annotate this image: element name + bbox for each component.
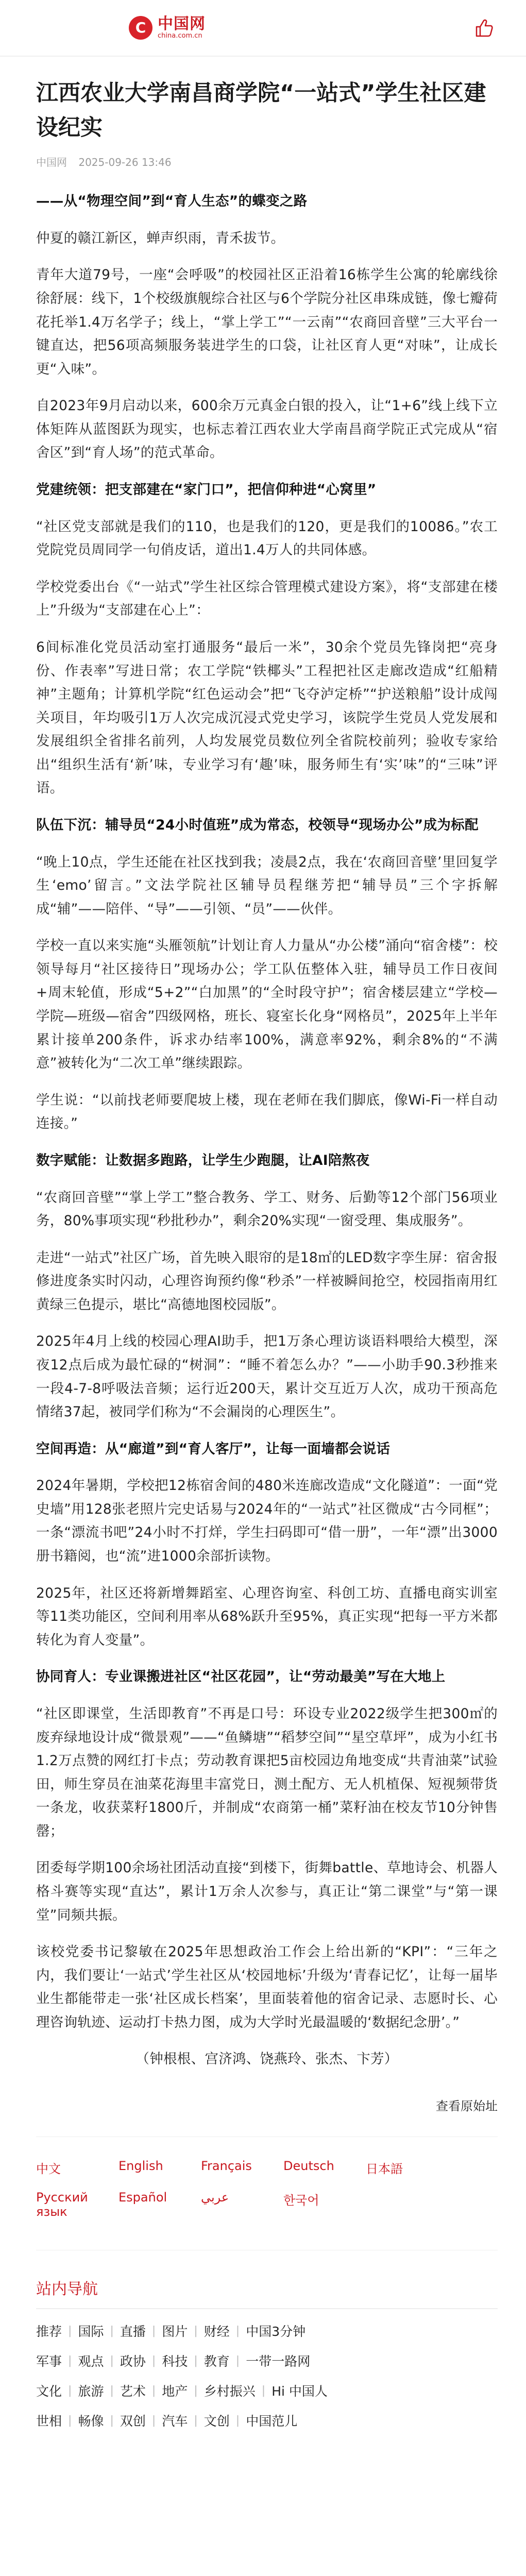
nav-link[interactable]: 乡村振兴 [203,2384,256,2399]
section-heading: 空间再造：从“廊道”到“育人客厅”，让每一面墙都会说话 [36,1440,391,1457]
nav-link[interactable]: 军事 [36,2354,62,2369]
nav-separator: | [110,2414,114,2427]
nav-row [36,2351,498,2370]
site-header [0,0,526,57]
article-body [36,190,498,2071]
more-row [36,2096,498,2114]
nav-link[interactable]: 教育 [203,2354,230,2369]
nav-row [36,2321,498,2340]
section-heading: ——从“物理空间”到“育人生态”的蝶变之路 [36,193,308,210]
nav-separator: | [151,2354,156,2367]
nav-link[interactable]: 推荐 [36,2324,62,2340]
nav-separator: | [110,2354,114,2367]
nav-separator: | [151,2324,156,2337]
article-paragraph: 该校党委书记黎敏在2025年思想政治工作会上给出新的“KPI”：“三年之内，我们要让‘一站式’学生社区从‘校园地标’升级为‘青春记忆’，让每一届毕业生都能带走一张‘社区成长档案’，里面装着他的宿舍记录、志愿时长、心理咨询轨迹、运动打卡热力图，成为大学时光最温暖的‘数据纪念册’。” [36,1944,498,2030]
article-paragraph: 团委每学期100余场社团活动直接“到楼下，街舞battle、草地诗会、机器人格斗赛等实现“直达”，累计1万余人次参与，真正让“第二课堂”与“第一课堂”同频共振。 [36,1860,498,1923]
article-paragraph: 2025年4月上线的校园心理AI助手，把1万条心理访谈语料喂给大模型，深夜12点后成为最忙碌的“树洞”：“睡不着怎么办？”——小助手90.3秒推来一段4-7-8呼吸法音频；运行近200天，累计交互近万人次，成功干预高危情绪37起，被同学们称为“不会漏岗的心理医生”。 [36,1333,498,1420]
nav-link[interactable]: 旅游 [78,2384,104,2399]
nav-link[interactable]: 世相 [36,2414,62,2429]
nav-link[interactable]: Hi 中国人 [272,2384,328,2399]
nav-separator: | [151,2414,156,2427]
view-original-link[interactable]: 查看原始址 [436,2099,498,2114]
language-link[interactable]: Русский язык [36,2190,88,2219]
nav-separator: | [235,2324,240,2337]
nav-link[interactable]: 图片 [162,2324,188,2340]
logo-text [158,15,206,40]
nav-divider [36,2308,498,2309]
article-source: 中国网 [36,156,67,169]
section-heading: 数字赋能：让数据多跑路，让学生少跑腿，让AI陪熬夜 [36,1152,370,1168]
like-icon[interactable] [472,16,495,39]
article-paragraph: 学生说：“以前找老师要爬坡上楼，现在老师在我们脚底，像Wi-Fi一样自动连接。” [36,1092,498,1132]
article [0,76,526,2114]
nav-link[interactable]: 观点 [78,2354,104,2369]
nav-separator: | [194,2324,198,2337]
language-link[interactable]: 中文 [36,2162,61,2177]
article-paragraph: 仲夏的赣江新区，蝉声织雨，青禾拔节。 [36,230,285,246]
nav-link[interactable]: 直播 [120,2324,146,2340]
article-paragraph: “农商回音壁”“掌上学工”整合教务、学工、财务、后勤等12个部门56项业务，80%事项实现“秒批秒办”，剩余20%实现“一窗受理、集成服务”。 [36,1189,498,1229]
nav-separator: | [194,2414,198,2427]
article-meta [36,154,498,169]
logo-name-cn: 中国网 [158,15,206,33]
article-paragraph: 青年大道79号，一座“会呼吸”的校园社区正沿着16栋学生公寓的轮廓线徐徐舒展：线下，1个校级旗舰综合社区与6个学院分社区串珠成链，像七瓣荷花托举1.4万名学子；线上，“掌上学工”“一云南”“农商回音壁”三大平台一键直达，把56项高频服务装进学生的口袋，让社区育人更“对味”，让成长更“入味”。 [36,267,498,377]
nav-separator: | [261,2384,266,2397]
article-paragraph: （钟根根、宫济鸿、饶燕玲、张杰、卞芳） [135,2051,398,2067]
nav-separator: | [110,2324,114,2337]
language-link[interactable]: Français [201,2159,252,2174]
nav-separator: | [235,2354,240,2367]
nav-grid [36,2321,498,2441]
nav-separator: | [68,2324,72,2337]
nav-link[interactable]: 地产 [162,2384,188,2399]
logo-mark-icon: C [129,16,152,40]
article-paragraph: 2025年，社区还将新增舞蹈室、心理咨询室、科创工坊、直播电商实训室等11类功能区，空间利用率从68%跃升至95%，真正实现“把每一平方米都转化为育人变量”。 [36,1585,498,1648]
article-paragraph: 学校一直以来实施“头雁领航”计划让育人力量从“办公楼”涌向“宿舍楼”：校领导每月“社区接待日”现场办公；学工队伍整体入驻，辅导员工作日夜间+周末轮值，形成“5+2”“白加黑”的“全时段守护”；宿舍楼层建立“学校—学院—班级—宿舍”四级网格，班长、寝室长化身“网格员”，2025年上半年累计接单200条件，诉求办结率100%，满意率92%，剩余8%的“不满意”被转化为“二次工单”继续跟踪。 [36,938,498,1072]
nav-separator: | [151,2384,156,2397]
language-link[interactable]: 한국어 [283,2193,319,2208]
section-heading: 协同育人：专业课搬进社区“社区花园”，让“劳动最美”写在大地上 [36,1669,446,1685]
article-paragraph: 2024年暑期，学校把12栋宿舍间的480米连廊改造成“文化隧道”：一面“党史墙”用128张老照片完史话易与2024年的“一站式”社区微成“古今同框”；一条“漂流书吧”24小时不打烊，学生扫码即可“借一册”，一年“漂”出3000册书籍阅，也“流”进1000余部折读物。 [36,1478,498,1565]
nav-link[interactable]: 文创 [203,2414,230,2429]
nav-link[interactable]: 中国3分钟 [246,2324,306,2340]
article-paragraph: 自2023年9月启动以来，600余万元真金白银的投入，让“1+6”线上线下立体矩阵从蓝图跃为现实，也标志着江西农业大学南昌商学院正式完成从“宿舍区”到“育人场”的范式革命。 [36,398,498,461]
language-switcher [36,2137,498,2250]
nav-separator: | [194,2384,198,2397]
site-navigation [36,2276,498,2441]
site-logo[interactable] [129,15,206,40]
article-paragraph: 学校党委出台《“一站式”学生社区综合管理模式建设方案》，将“支部建在楼上”升级为“支部建在心上”： [36,579,498,619]
nav-link[interactable]: 一带一路网 [246,2354,311,2369]
nav-separator: | [68,2354,72,2367]
nav-link[interactable]: 科技 [162,2354,188,2369]
nav-separator: | [194,2354,198,2367]
article-paragraph: “社区即课堂，生活即教育”不再是口号：环设专业2022级学生把300㎡的废弃绿地设计成“微景观”——“鱼鳞塘”“稻梦空间”“星空草坪”，成为小红书1.2万点赞的网红打卡点；劳动教育课把5亩校园边角地变成“共青油菜”试验田，师生穿员在油菜花海里丰富党日，测土配方、无人机植保、短视频带货一条龙，收获菜籽1800斤，并制成“农商第一桶”菜籽油在校友节10分钟售罄； [36,1705,498,1839]
article-paragraph: 6间标准化党员活动室打通服务“最后一米”，30余个党员先锋岗把“亮身份、作表率”写进日常；农工学院“铁椰头”工程把社区走廊改造成“红船精神”主题角；计算机学院“红色运动会”把“飞夺泸定桥”“护送粮船”设计成闯关项目，年均吸引1万人次完成沉浸式党史学习，该院学生党员人党发展和发展组织全省排名前列，人均发展党员数位列全省院校前列；验收专家给出“组织生活有‘新’味，专业学习有‘趣’味，服务师生有‘实’味”的“三味”评语。 [36,639,498,796]
nav-row [36,2411,498,2430]
nav-link[interactable]: 畅像 [78,2414,104,2429]
article-paragraph: “晚上10点，学生还能在社区找到我；凌晨2点，我在‘农商回音壁’里回复学生‘emo’留言。”文法学院社区辅导员程继芳把“辅导员”三个字拆解成“辅”——陪伴、“导”——引领、“员”——伙伴。 [36,854,498,917]
nav-link[interactable]: 国际 [78,2324,104,2340]
section-heading: 党建统领：把支部建在“家门口”，把信仰种进“心窝里” [36,482,377,498]
nav-separator: | [110,2384,114,2397]
nav-link[interactable]: 财经 [203,2324,230,2340]
nav-title: 站内导航 [36,2280,98,2299]
nav-link[interactable]: 中国范儿 [246,2414,298,2429]
language-link[interactable]: عربي [201,2190,229,2205]
nav-row [36,2381,498,2400]
nav-link[interactable]: 汽车 [162,2414,188,2429]
article-title: 江西农业大学南昌商学院“一站式”学生社区建设纪实 [36,80,486,141]
logo-name-en: china.com.cn [158,32,202,40]
nav-separator: | [68,2414,72,2427]
nav-link[interactable]: 双创 [120,2414,146,2429]
nav-link[interactable]: 艺术 [120,2384,146,2399]
article-date: 2025-09-26 13:46 [78,156,172,169]
article-paragraph: “社区党支部就是我们的110，也是我们的120，更是我们的10086。”农工党院党员周同学一句俏皮话，道出1.4万人的共同体感。 [36,518,498,558]
section-heading: 队伍下沉：辅导员“24小时值班”成为常态，校领导“现场办公”成为标配 [36,817,479,833]
nav-link[interactable]: 文化 [36,2384,62,2399]
language-link[interactable]: Deutsch [283,2159,334,2174]
article-paragraph: 走进“一站式”社区广场，首先映入眼帘的是18㎡的LED数字孪生屏：宿舍报修进度条实时闪动，心理咨询预约像“秒杀”一样被瞬间抢空，校园指南用红黄绿三色提示，堪比“高德地图校园版”。 [36,1249,498,1313]
language-link[interactable]: 日本語 [366,2162,403,2177]
nav-separator: | [68,2384,72,2397]
nav-separator: | [235,2414,240,2427]
language-link[interactable]: English [118,2159,163,2174]
nav-link[interactable]: 政协 [120,2354,146,2369]
language-link[interactable]: Español [118,2190,167,2205]
